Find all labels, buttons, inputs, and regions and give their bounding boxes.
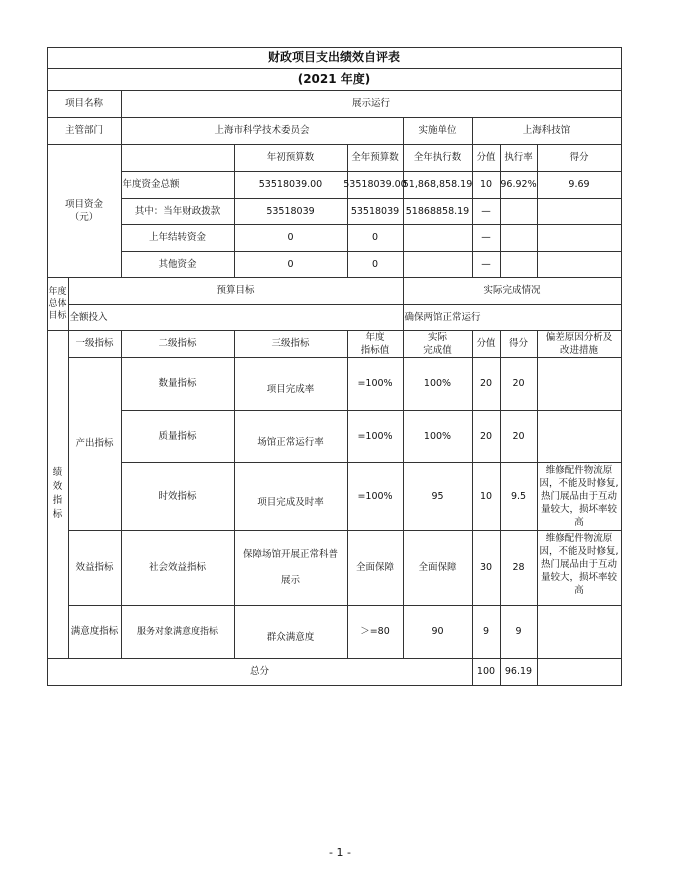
fund-row-label (121, 224, 235, 252)
cell-text: 20 (512, 378, 525, 389)
cell-text: =100% (357, 490, 393, 502)
cell-text: 一级指标 (75, 338, 114, 349)
header-cell (537, 330, 622, 358)
cell-text: 0 (287, 258, 294, 270)
perf-cell (537, 605, 622, 659)
cell-text: 二级指标 (158, 338, 197, 349)
total-score (500, 658, 538, 686)
cell-text: 项目完成及时率 (257, 496, 324, 508)
fund-cell (234, 198, 348, 225)
level1-cell (68, 605, 122, 659)
header-cell (234, 330, 348, 358)
perf-cell (500, 357, 538, 411)
perf-cell (403, 462, 473, 531)
fund-cell (234, 224, 348, 252)
table-title (47, 47, 622, 69)
fund-row-label (121, 198, 235, 225)
perf-cell (347, 410, 404, 463)
cell-text: 维修配件物流原因，不能及时修复,热门展品由于互动量较大，损坏率较高 (539, 464, 619, 528)
cell-text: 实施单位 (418, 125, 457, 136)
total-score-value (472, 658, 501, 686)
fund-cell (472, 224, 501, 252)
cell-text: 9.5 (510, 490, 527, 502)
cell-text: 得分 (508, 338, 528, 349)
cell-text: 三级指标 (271, 338, 310, 349)
cell-text: 实际完成情况 (483, 285, 541, 296)
goal-label (47, 277, 69, 331)
perf-cell (403, 410, 473, 463)
perf-cell (500, 605, 538, 659)
perf-cell (403, 530, 473, 606)
dept-value (121, 117, 404, 145)
perf-cell (347, 605, 404, 659)
header-cell (121, 330, 235, 358)
fund-cell (347, 198, 404, 225)
fund-cell (537, 198, 622, 225)
cell-text: 数量指标 (158, 378, 197, 389)
fund-cell (472, 251, 501, 278)
perf-cell (537, 530, 622, 606)
cell-text: 其他资金 (158, 258, 197, 270)
cell-text: 年度资金总额 (122, 179, 180, 190)
fund-cell (343, 171, 407, 199)
header-cell (121, 144, 235, 172)
fund-cell (403, 171, 473, 199)
header-cell (500, 330, 538, 358)
cell-text: 其中：当年财政拨款 (134, 205, 221, 217)
header-cell (472, 144, 501, 172)
cell-text: 展示运行 (351, 98, 390, 109)
cell-text: 时效指标 (158, 490, 197, 502)
cell-text: 96.92% (500, 179, 537, 190)
perf-label (47, 330, 69, 659)
cell-text: (2021 年度) (297, 71, 371, 86)
perf-cell (537, 410, 622, 463)
cell-text: 质量指标 (158, 430, 197, 442)
fund-cell (403, 251, 473, 278)
cell-text: — (481, 232, 491, 243)
fund-row-label (121, 251, 235, 278)
cell-text: — (481, 205, 491, 217)
header-cell (403, 144, 473, 172)
cell-text: 9 (515, 626, 522, 637)
cell-text: 执行率 (504, 152, 533, 163)
perf-cell (234, 605, 348, 659)
cell-text: 53518039 (266, 205, 315, 217)
level1-cell (68, 530, 122, 606)
label-cell (47, 117, 122, 145)
cell-text: 全面保障 (355, 562, 394, 573)
fund-cell (234, 251, 348, 278)
cell-text: 51868858.19 (405, 205, 470, 217)
header-cell (537, 144, 622, 172)
fund-cell (537, 251, 622, 278)
header-cell (472, 330, 501, 358)
header-cell (68, 330, 122, 358)
cell-text: 满意度指标 (70, 626, 119, 637)
cell-text: 53518039 (350, 205, 400, 217)
cell-text: 预算目标 (216, 285, 255, 296)
goal-actual (403, 304, 622, 331)
cell-text: 100% (423, 378, 452, 389)
cell-text: 53518039.00 (258, 179, 323, 190)
fund-cell (500, 198, 538, 225)
cell-text: 28 (512, 562, 525, 573)
cell-text: 保障场馆开展正常科普 展示 (242, 549, 338, 586)
cell-text: 0 (287, 232, 294, 243)
goal-budget (68, 304, 404, 331)
cell-text: 51,868,858.19 (402, 179, 473, 190)
cell-text: 9 (482, 626, 490, 637)
fund-cell (500, 171, 538, 199)
fund-cell (472, 171, 501, 199)
perf-cell (500, 462, 538, 531)
cell-text: — (481, 258, 491, 270)
cell-text: 总分 (249, 666, 269, 677)
fund-cell (403, 198, 473, 225)
cell-text: 20 (512, 430, 525, 442)
perf-cell (500, 530, 538, 606)
perf-cell (234, 357, 348, 411)
cell-text: 上海市科学技术委员会 (214, 125, 310, 136)
cell-text: 产出指标 (75, 438, 114, 449)
perf-cell (403, 357, 473, 411)
fund-cell (500, 224, 538, 252)
total-label (47, 658, 473, 686)
cell-text: 20 (479, 430, 493, 442)
header-cell (347, 330, 404, 358)
header-cell (347, 144, 404, 172)
header-cell (500, 144, 538, 172)
perf-cell (121, 410, 235, 463)
cell-text: 10 (479, 179, 493, 190)
perf-cell (472, 605, 501, 659)
cell-text: 上海科技馆 (522, 125, 571, 136)
cell-text: 财政项目支出绩效自评表 (267, 50, 400, 64)
cell-text: 项目资金 （元） (64, 198, 103, 223)
perf-cell (234, 462, 348, 531)
label-cell (47, 90, 122, 118)
cell-text: 30 (479, 562, 493, 573)
cell-text: 20 (479, 378, 493, 389)
perf-cell (472, 462, 501, 531)
cell-text: 社会效益指标 (148, 562, 206, 573)
fund-cell (537, 224, 622, 252)
perf-cell (347, 530, 404, 606)
cell-text: 全额投入 (69, 311, 108, 323)
perf-cell (472, 357, 501, 411)
perf-cell (234, 530, 348, 606)
header-cell (68, 277, 404, 305)
cell-text: 主管部门 (64, 125, 103, 136)
cell-text: 53518039.00 (343, 179, 407, 190)
perf-cell (234, 410, 348, 463)
fund-cell (347, 251, 404, 278)
perf-cell (472, 410, 501, 463)
cell-text: 场馆正常运行率 (257, 436, 324, 448)
cell-text: 96.19 (504, 666, 533, 677)
cell-text: 90 (431, 626, 444, 637)
cell-text: 全年执行数 (413, 152, 462, 163)
fund-cell (537, 171, 622, 199)
page-number: - 1 - (329, 846, 351, 859)
perf-cell (347, 462, 404, 531)
perf-cell (121, 357, 235, 411)
fund-cell (234, 171, 348, 199)
perf-cell (121, 605, 235, 659)
cell-text: 上年结转资金 (148, 232, 206, 243)
cell-text: 0 (371, 258, 379, 270)
cell-text: 效益指标 (75, 562, 114, 573)
header-cell (403, 277, 622, 305)
perf-cell (347, 357, 404, 411)
fund-row-label (121, 171, 235, 199)
cell-text: 年度 指标值 (360, 331, 390, 356)
cell-text: 10 (479, 490, 493, 502)
table-cell (537, 658, 622, 686)
fund-cell (472, 198, 501, 225)
cell-text: 确保两馆正常运行 (404, 311, 481, 323)
cell-text: =100% (357, 430, 393, 442)
fund-cell (403, 224, 473, 252)
cell-text: 分值 (476, 152, 496, 163)
cell-text: 项目名称 (64, 98, 103, 109)
cell-text: 偏差原因分析及 改进措施 (545, 331, 613, 356)
cell-text: 实际 完成值 (423, 331, 452, 356)
cell-text: 全年预算数 (351, 152, 399, 163)
cell-text: 9.69 (568, 179, 590, 190)
perf-cell (537, 462, 622, 531)
cell-text: 服务对象满意度指标 (136, 626, 218, 637)
funds-label (47, 144, 122, 278)
cell-text: =100% (357, 378, 393, 389)
cell-text: 年初预算数 (266, 152, 315, 163)
cell-text: 全面保障 (418, 562, 457, 573)
cell-text: 年度 总体 目标 (48, 286, 67, 321)
perf-cell (500, 410, 538, 463)
cell-text: 100 (476, 666, 496, 677)
perf-cell (537, 357, 622, 411)
project-name (121, 90, 622, 118)
header-cell (234, 144, 348, 172)
header-cell (403, 330, 473, 358)
table-subtitle (47, 68, 622, 91)
fund-cell (500, 251, 538, 278)
cell-text: 分值 (476, 338, 496, 349)
cell-text: 绩效指标 (52, 467, 63, 520)
perf-cell (121, 462, 235, 531)
cell-text: 得分 (569, 152, 589, 163)
cell-text: 100% (423, 430, 452, 442)
perf-cell (121, 530, 235, 606)
unit-value (472, 117, 622, 145)
perf-cell (403, 605, 473, 659)
label-cell (403, 117, 473, 145)
cell-text: 0 (371, 232, 379, 243)
cell-text: 群众满意度 (266, 632, 315, 643)
cell-text: 95 (431, 490, 444, 502)
perf-cell (472, 530, 501, 606)
fund-cell (347, 224, 404, 252)
cell-text: 维修配件物流原因，不能及时修复,热门展品由于互动量较大，损坏率较高 (539, 532, 619, 596)
cell-text: 项目完成率 (266, 384, 315, 395)
level1-cell (68, 357, 122, 531)
cell-text: ＞=80 (360, 626, 390, 637)
